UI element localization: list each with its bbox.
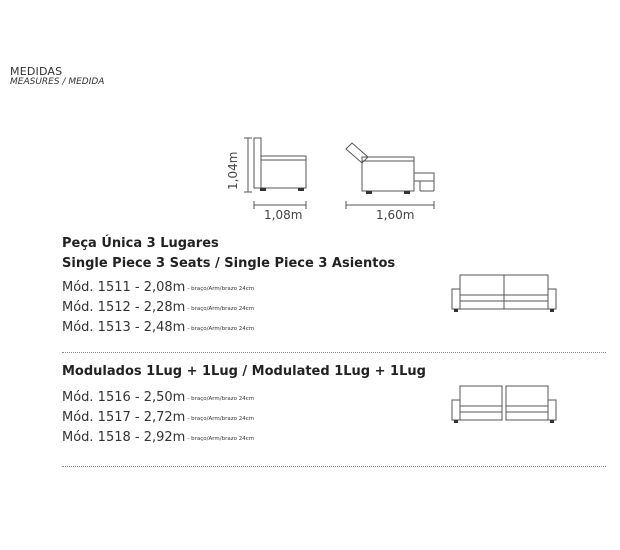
model-row (62, 278, 395, 298)
single-piece-sofa-front-drawing (450, 273, 558, 315)
modulated-sofa-front-drawing (450, 384, 558, 426)
model-row (62, 388, 426, 408)
arm-note: - braço/Arm/brazo 24cm (187, 286, 255, 292)
model-row (62, 318, 395, 338)
height-dimension-label: 1,04m (226, 151, 240, 190)
single-piece-subtitle: Single Piece 3 Seats / Single Piece 3 Asientos (62, 256, 396, 271)
modulated-section (62, 362, 426, 448)
model-label: Mód. 1513 - 2,48m (62, 320, 186, 335)
model-label: Mód. 1511 - 2,08m (62, 280, 186, 295)
model-row (62, 428, 426, 448)
arm-note: - braço/Arm/brazo 24cm (187, 326, 255, 332)
model-label: Mód. 1512 - 2,28m (62, 300, 186, 315)
model-row (62, 298, 395, 318)
model-label: Mód. 1517 - 2,72m (62, 410, 186, 425)
page-title: MEDIDAS (10, 65, 63, 78)
modulated-title: Modulados 1Lug + 1Lug / Modulated 1Lug + 1Lug (62, 364, 426, 379)
arm-note: - braço/Arm/brazo 24cm (187, 416, 255, 422)
model-label: Mód. 1518 - 2,92m (62, 430, 186, 445)
single-piece-title: Peça Única 3 Lugares (62, 236, 219, 251)
page-subtitle: MEASURES / MEDIDA (10, 77, 105, 87)
reclined-depth-dimension-label: 1,60m (376, 208, 415, 222)
model-label: Mód. 1516 - 2,50m (62, 390, 186, 405)
depth-dimension-label: 1,08m (264, 208, 303, 222)
arm-note: - braço/Arm/brazo 24cm (187, 436, 255, 442)
arm-note: - braço/Arm/brazo 24cm (187, 306, 255, 312)
page-header (10, 66, 104, 87)
section-divider (62, 466, 606, 467)
section-divider (62, 352, 606, 353)
arm-note: - braço/Arm/brazo 24cm (187, 396, 255, 402)
model-row (62, 408, 426, 428)
single-piece-section (62, 234, 395, 338)
